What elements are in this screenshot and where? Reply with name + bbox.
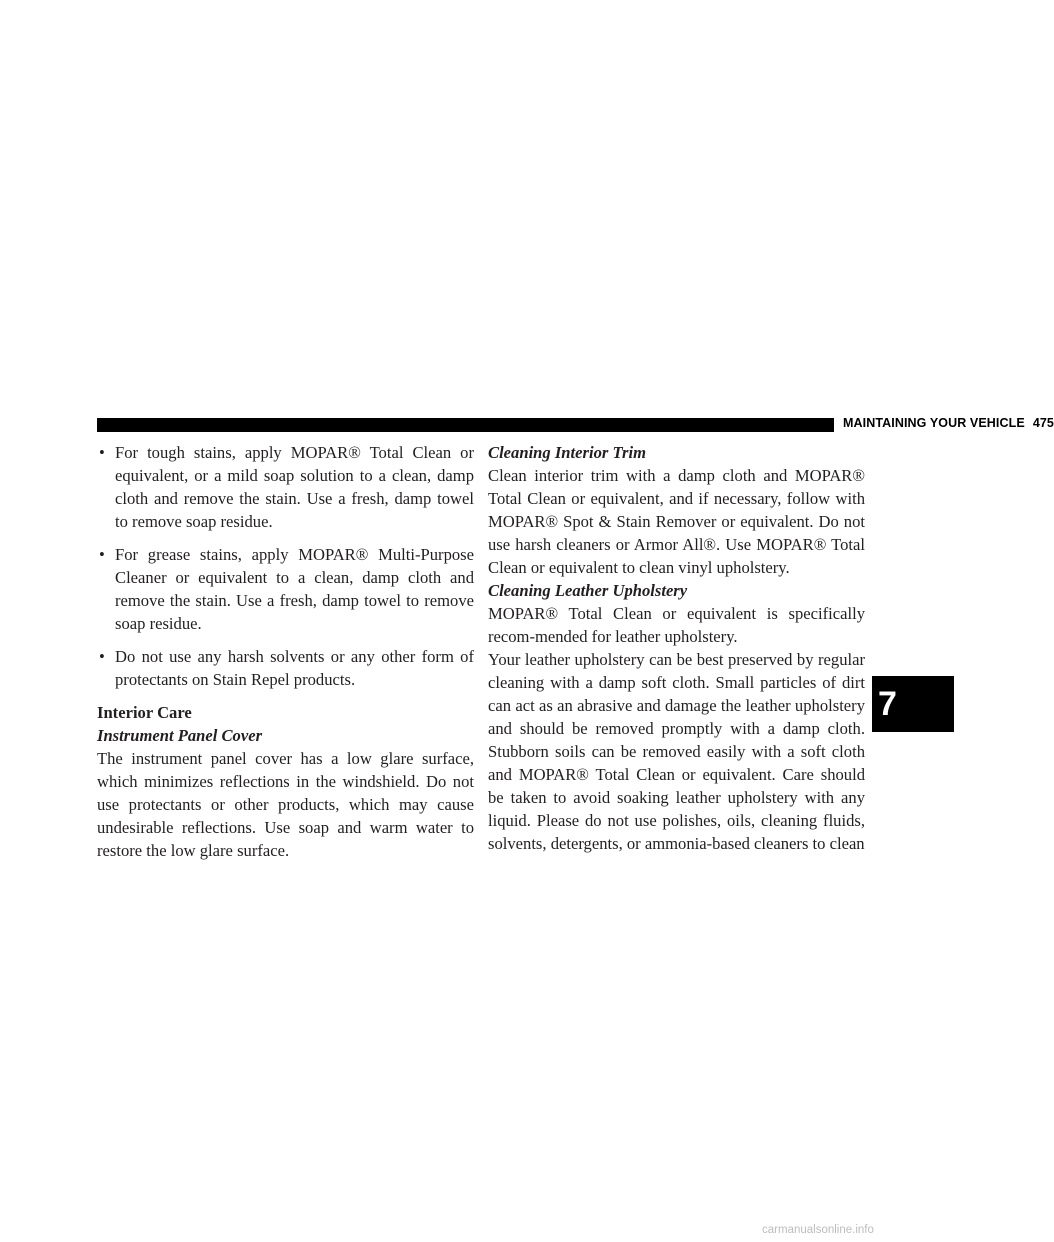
list-item (97, 645, 474, 691)
bullet-icon: • (99, 545, 105, 564)
section-heading: Interior Care (97, 703, 192, 722)
left-column (97, 441, 474, 862)
paragraph: Your leather upholstery can be best preserved by regular cleaning with a damp soft cloth. Small particles of dirt can act as an abrasive and damage the leather upholstery and should be removed promptly with a damp cloth. Stubborn soils can be removed easily with a soft cloth and MOPAR® Total Clean or equivalent. Care should be taken to avoid soaking leather upholstery with any liquid. Please do not use polishes, oils, cleaning fluids, solvents, detergents, or ammonia-based cleaners to clean (488, 650, 865, 853)
header-rule (97, 418, 834, 432)
paragraph: The instrument panel cover has a low glare surface, which minimizes reflections in the windshield. Do not use protectants or other products, which may cause undesirable reflections. Use soap and warm water to restore the low glare surface. (97, 749, 474, 860)
subsection-heading: Cleaning Interior Trim (488, 443, 646, 462)
list-item (97, 441, 474, 533)
bullet-icon: • (99, 443, 105, 462)
list-item (97, 543, 474, 635)
running-header (843, 416, 1054, 430)
paragraph: MOPAR® Total Clean or equivalent is specifically recom-mended for leather upholstery. (488, 604, 865, 646)
page-number: 475 (1032, 416, 1054, 430)
bullet-text: For tough stains, apply MOPAR® Total Clean or equivalent, or a mild soap solution to a clean, damp cloth and remove the stain. Use a fresh, damp towel to remove soap residue. (115, 443, 474, 531)
subsection-heading: Cleaning Leather Upholstery (488, 581, 688, 600)
bullet-icon: • (99, 647, 105, 666)
header-section-title: MAINTAINING YOUR VEHICLE (843, 416, 1025, 430)
chapter-tab: 7 (872, 676, 954, 732)
watermark: carmanualsonline.info (762, 1224, 874, 1236)
bullet-text: Do not use any harsh solvents or any other form of protectants on Stain Repel products. (115, 647, 474, 689)
paragraph: Clean interior trim with a damp cloth and MOPAR® Total Clean or equivalent, and if necessary, follow with MOPAR® Spot & Stain Remover or equivalent. Do not use harsh cleaners or Armor All®. Use MOPAR® Total Clean or equivalent to clean vinyl upholstery. (488, 466, 865, 577)
right-column (488, 441, 865, 855)
bullet-text: For grease stains, apply MOPAR® Multi-Purpose Cleaner or equivalent to a clean, damp cloth and remove the stain. Use a fresh, damp towel to remove soap residue. (115, 545, 474, 633)
subsection-heading: Instrument Panel Cover (97, 726, 263, 745)
